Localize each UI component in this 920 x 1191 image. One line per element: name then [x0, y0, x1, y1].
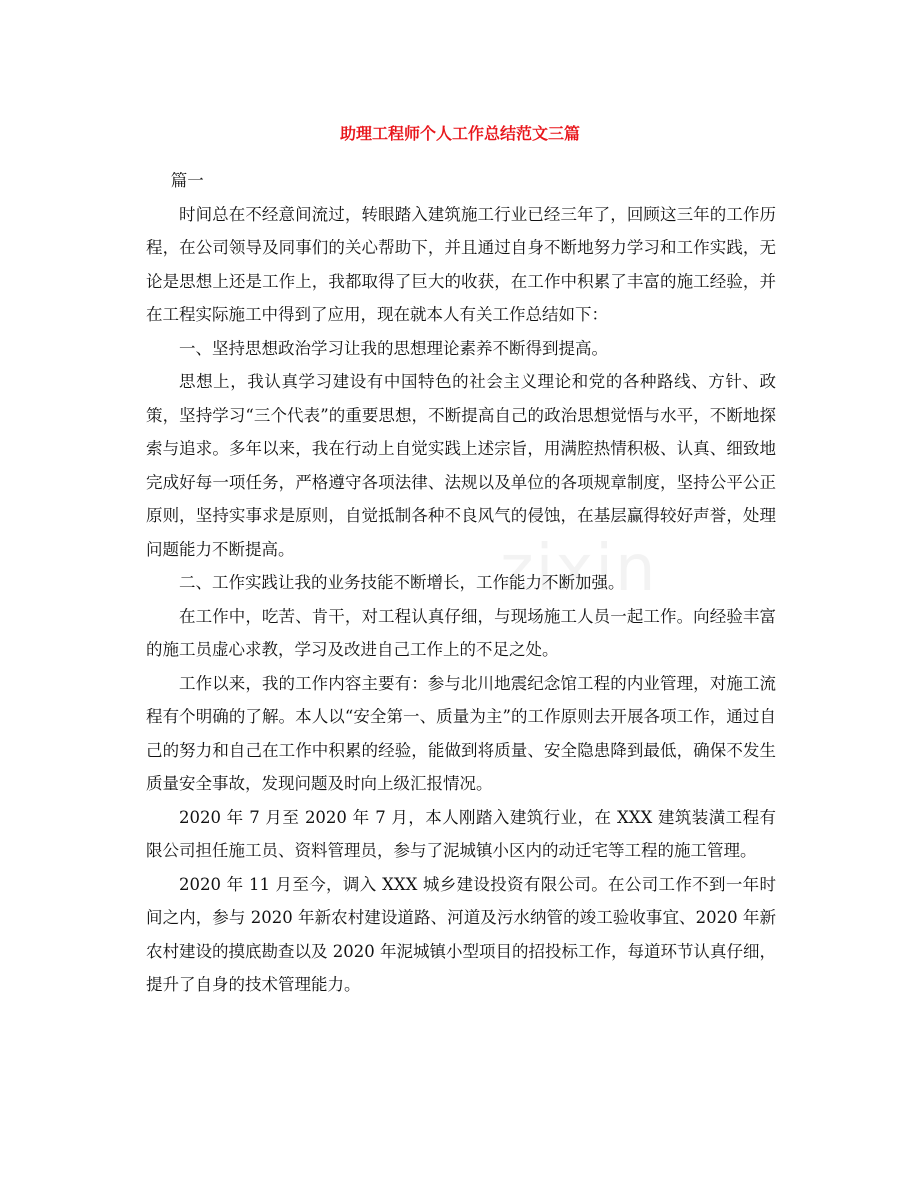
- document-body: [146, 164, 776, 1002]
- paragraph-heading-one: 一、坚持思想政治学习让我的思想理论素养不断得到提高。: [179, 338, 608, 358]
- section-heading-part-one: 篇一: [170, 171, 204, 190]
- paragraph-work-attitude: 在工作中，吃苦、肯干，对工程认真仔细，与现场施工人员一起工作。向经验丰富的施工员虚心求教，学习及改进自己工作上的不足之处。: [146, 606, 776, 659]
- paragraph-intro: 时间总在不经意间流过，转眼踏入建筑施工行业已经三年了，回顾这三年的工作历程，在公司领导及同事们的关心帮助下，并且通过自身不断地努力学习和工作实践，无论是思想上还是工作上，我都取得了巨大的收获，在工作中积累了丰富的施工经验，并在工程实际施工中得到了应用，现在就本人有关工作总结如下：: [146, 204, 776, 324]
- paragraph-ideology: 思想上，我认真学习建设有中国特色的社会主义理论和党的各种路线、方针、政策，坚持学习“三个代表”的重要思想，不断提高自己的政治思想觉悟与水平，不断地探索与追求。多年以来，我在行动上自觉实践上述宗旨，用满腔热情积极、认真、细致地完成好每一项任务，严格遵守各项法律、法规以及单位的各项规章制度，坚持公平公正原则，坚持实事求是原则，自觉抵制各种不良风气的侵蚀，在基层赢得较好声誉，处理问题能力不断提高。: [146, 372, 776, 559]
- paragraph-current-job: 2020 年 11 月至今，调入 XXX 城乡建设投资有限公司。在公司工作不到一年时间之内，参与 2020 年新农村建设道路、河道及污水纳管的竣工验收事宜、2020 年新农村建设的摸底勘查以及 2020 年泥城镇小型项目的招投标工作，每道环节认真仔细，提升了自身的技术管理能力。: [146, 874, 776, 994]
- document-title: 助理工程师个人工作总结范文三篇: [339, 124, 580, 143]
- paragraph-first-job: 2020 年 7 月至 2020 年 7 月，本人刚踏入建筑行业，在 XXX 建筑装潢工程有限公司担任施工员、资料管理员，参与了泥城镇小区内的动迁宅等工程的施工管理。: [146, 807, 776, 860]
- paragraph-heading-two: 二、工作实践让我的业务技能不断增长，工作能力不断加强。: [179, 573, 625, 592]
- paragraph-work-content: 工作以来，我的工作内容主要有：参与北川地震纪念馆工程的内业管理，对施工流程有个明确的了解。本人以“安全第一、质量为主”的工作原则去开展各项工作，通过自己的努力和自己在工作中积累的经验，能做到将质量、安全隐患降到最低，确保不发生质量安全事故，发现问题及时向上级汇报情况。: [146, 673, 776, 793]
